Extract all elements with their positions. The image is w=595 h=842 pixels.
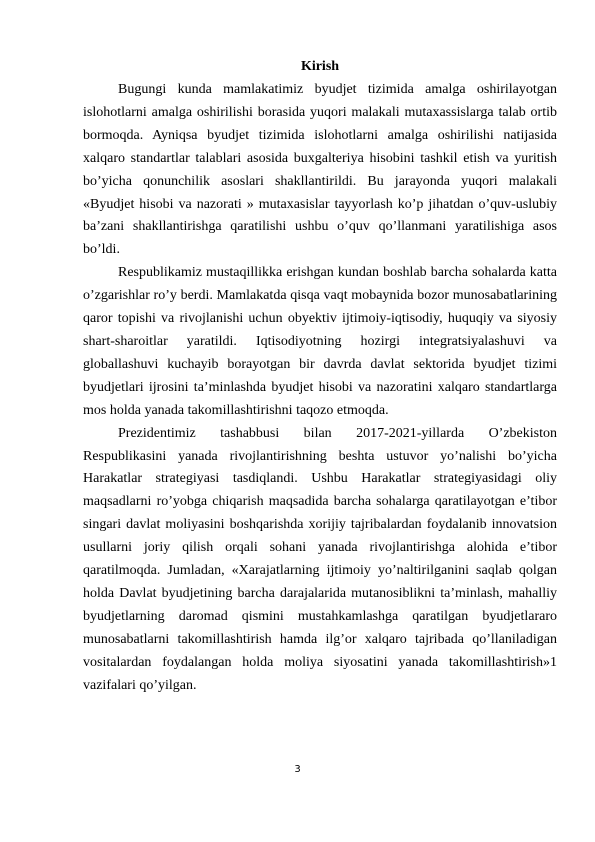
page-number: 3: [294, 764, 301, 775]
paragraph-3: Prezidentimiz tashabbusi bilan 2017-2021-yillarda O’zbekiston Respublikasini yanada rivojlantirishning beshta ustuvor yo’nalishi bo’yicha Harakatlar strategiyasi tasdiqlandi. Ushbu Harakatlar strategiyasidagi oliy maqsadlarni ro’yobga chiqarish maqsadida barcha sohalarga qaratilayotgan e’tibor singari davlat moliyasini boshqarishda xorijiy tajribalardan foydalanib innovatsion usullarni joriy qilish orqali sohani yanada rivojlantirishga alohida e’tibor qaratilmoqda. Jumladan, «Xarajatlarning ijtimoiy yo’naltirilganini saqlab qolgan holda Davlat byudjetining barcha darajalarida mutanosiblikni ta’minlash, mahalliy byudjetlarning daromad qismini mustahkamlashga qaratilgan byudjetlararo munosabatlarni takomillashtirish hamda ilg’or xalqaro tajribada qo’llaniladigan vositalardan foydalangan holda moliya siyosatini yanada takomillashtirish»1 vazifalari qo’yilgan.: [83, 425, 557, 693]
section-title: Kirish: [300, 59, 340, 74]
paragraph-2: Respublikamiz mustaqillikka erishgan kundan boshlab barcha sohalarda katta o’zgarishlar ro’y berdi. Mamlakatda qisqa vaqt mobaynida bozor munosabatlarining qaror topishi va rivojlanishi uchun obyektiv ijtimoiy-iqtisodiy, huquqiy va siyosiy shart-sharoitlar yaratildi. Iqtisodiyotning hozirgi integratsiyalashuvi va globallashuvi kuchayib borayotgan bir davrda davlat sektorida byudjet tizimi byudjetlari ijrosini ta’minlashda byudjet hisobi va nazoratini xalqaro standartlarga mos holda yanada takomillashtirishni taqozo etmoqda.: [83, 265, 557, 418]
paragraph-1: Bugungi kunda mamlakatimiz byudjet tizimida amalga oshirilayotgan islohotlarni amalga oshirilishi borasida yuqori malakali mutaxassislarga talab ortib bormoqda. Ayniqsa byudjet tizimida islohotlarni amalga oshirilishi natijasida xalqaro standartlar talablari asosida buxgalteriya hisobini tashkil etish va yuritish bo’yicha qonunchilik asoslari shakllantirildi. Bu jarayonda yuqori malakali «Byudjet hisobi va nazorati » mutaxasislar tayyorlash ko’p jihatdan o’quv-uslubiy ba’zani shakllantirishga qaratilishi ushbu o’quv qo’llanmani yaratilishiga asos bo’ldi.: [83, 82, 557, 258]
document-page: [83, 56, 557, 697]
